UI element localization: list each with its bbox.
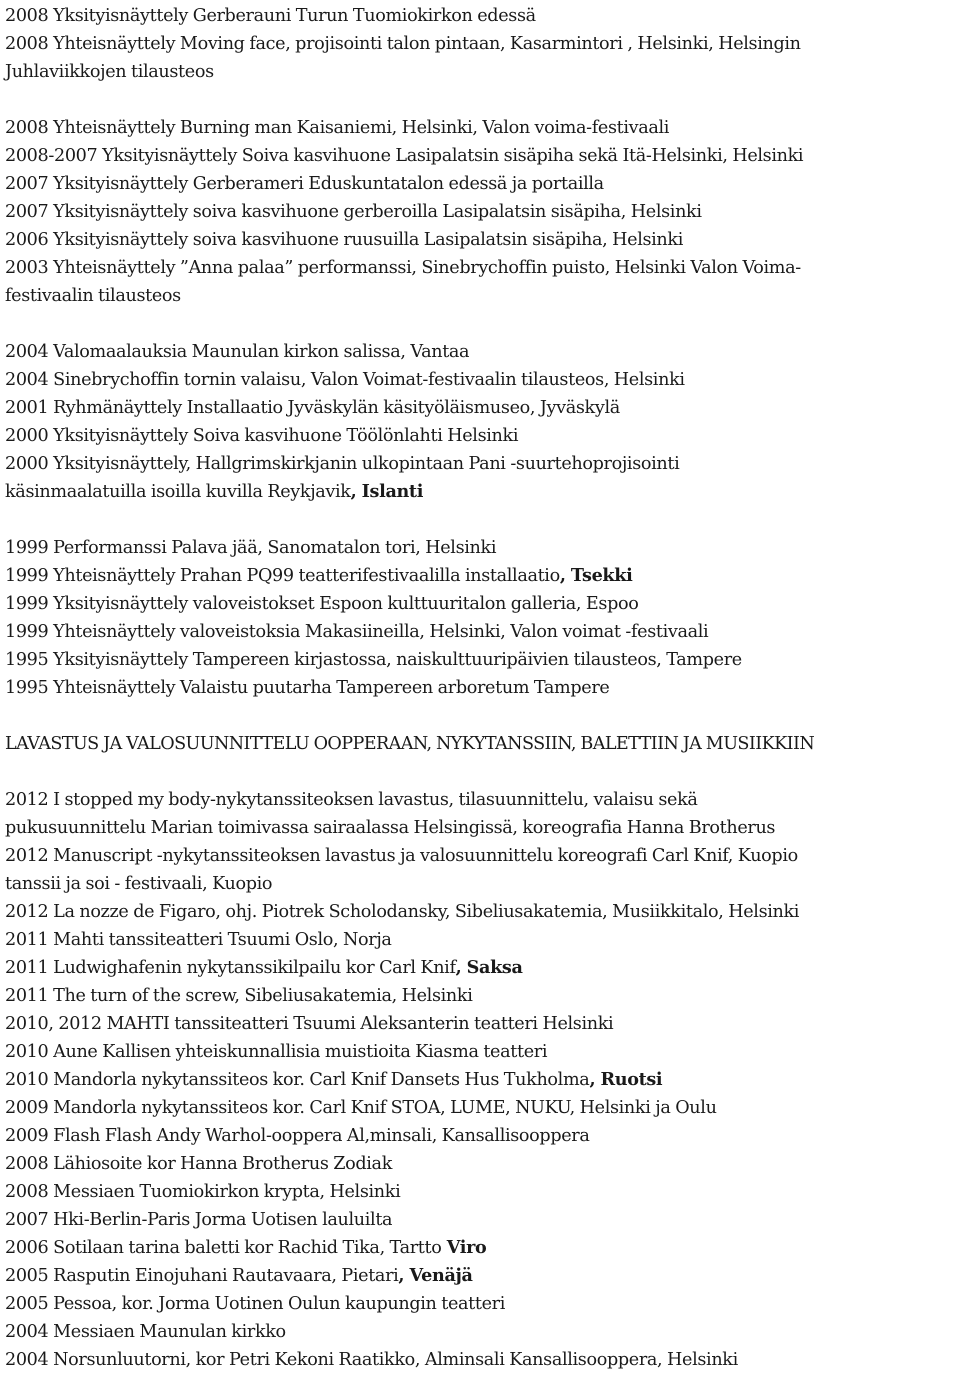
blank-line bbox=[5, 702, 956, 730]
line-text: 2006 Sotilaan tarina baletti kor Rachid Tika, Tartto bbox=[5, 1238, 442, 1258]
line-text: 2004 Messiaen Maunulan kirkko bbox=[5, 1322, 286, 1342]
text-line bbox=[5, 1122, 956, 1150]
text-line bbox=[5, 1038, 956, 1066]
text-line bbox=[5, 450, 956, 478]
text-line bbox=[5, 786, 956, 814]
text-line bbox=[5, 394, 956, 422]
line-text: käsinmaalatuilla isoilla kuvilla Reykjavik bbox=[5, 482, 351, 502]
line-text: 1999 Yhteisnäyttely Prahan PQ99 teatterifestivaalilla installaatio bbox=[5, 566, 560, 586]
line-bold-text: , Saksa bbox=[455, 957, 523, 978]
line-text: tanssii ja soi - festivaali, Kuopio bbox=[5, 874, 273, 894]
blank-line bbox=[5, 506, 956, 534]
text-line bbox=[5, 954, 956, 982]
blank-line bbox=[5, 310, 956, 338]
text-line bbox=[5, 254, 956, 282]
blank-line bbox=[5, 758, 956, 786]
text-line bbox=[5, 1262, 956, 1290]
line-bold-text: , Ruotsi bbox=[589, 1069, 663, 1090]
section-heading bbox=[5, 730, 956, 758]
text-line bbox=[5, 30, 956, 58]
line-text: LAVASTUS JA VALOSUUNNITTELU OOPPERAAN, NYKYTANSSIIN, BALETTIIN JA MUSIIKKIIN bbox=[5, 734, 815, 754]
line-text: festivaalin tilausteos bbox=[5, 286, 181, 306]
line-text: 1999 Performanssi Palava jää, Sanomatalon tori, Helsinki bbox=[5, 538, 497, 558]
line-text: 2005 Rasputin Einojuhani Rautavaara, Pietari bbox=[5, 1266, 399, 1286]
line-text: 2011 The turn of the screw, Sibeliusakatemia, Helsinki bbox=[5, 986, 473, 1006]
line-text: 2007 Hki-Berlin-Paris Jorma Uotisen lauluilta bbox=[5, 1210, 393, 1230]
line-text: 2011 Ludwighafenin nykytanssikilpailu kor Carl Knif bbox=[5, 958, 456, 978]
text-line bbox=[5, 562, 956, 590]
text-line bbox=[5, 1234, 956, 1262]
line-text: 2008 Yhteisnäyttely Burning man Kaisaniemi, Helsinki, Valon voima-festivaali bbox=[5, 118, 670, 138]
line-text: 2000 Yksityisnäyttely Soiva kasvihuone Töölönlahti Helsinki bbox=[5, 426, 519, 446]
text-line bbox=[5, 338, 956, 366]
text-line bbox=[5, 58, 956, 86]
line-text: 2008 Yksityisnäyttely Gerberauni Turun Tuomiokirkon edessä bbox=[5, 6, 536, 26]
line-text: 1999 Yhteisnäyttely valoveistoksia Makasiineilla, Helsinki, Valon voimat -festivaali bbox=[5, 622, 709, 642]
text-line bbox=[5, 1066, 956, 1094]
line-text: 1995 Yhteisnäyttely Valaistu puutarha Tampereen arboretum Tampere bbox=[5, 678, 610, 698]
line-text: 2006 Yksityisnäyttely soiva kasvihuone ruusuilla Lasipalatsin sisäpiha, Helsinki bbox=[5, 230, 684, 250]
text-line bbox=[5, 590, 956, 618]
line-text: 2008 Lähiosoite kor Hanna Brotherus Zodiak bbox=[5, 1154, 393, 1174]
text-line bbox=[5, 1206, 956, 1234]
line-text: 2009 Flash Flash Andy Warhol-ooppera Al,minsali, Kansallisooppera bbox=[5, 1126, 590, 1146]
line-text: 2010, 2012 MAHTI tanssiteatteri Tsuumi Aleksanterin teatteri Helsinki bbox=[5, 1014, 614, 1034]
text-line bbox=[5, 842, 956, 870]
text-line bbox=[5, 814, 956, 842]
line-text: 2003 Yhteisnäyttely ”Anna palaa” performanssi, Sinebrychoffin puisto, Helsinki Valon Voima- bbox=[5, 258, 801, 278]
line-bold-text: Viro bbox=[441, 1237, 487, 1258]
text-line bbox=[5, 2, 956, 30]
line-text: 2008 Yhteisnäyttely Moving face, projisointi talon pintaan, Kasarmintori , Helsinki, Helsingin bbox=[5, 34, 801, 54]
line-text: 2008-2007 Yksityisnäyttely Soiva kasvihuone Lasipalatsin sisäpiha sekä Itä-Helsinki, Helsinki bbox=[5, 146, 804, 166]
line-text: 2004 Valomaalauksia Maunulan kirkon salissa, Vantaa bbox=[5, 342, 470, 362]
text-line bbox=[5, 1010, 956, 1038]
text-line bbox=[5, 646, 956, 674]
line-text: 2012 La nozze de Figaro, ohj. Piotrek Scholodansky, Sibeliusakatemia, Musiikkitalo, Helsinki bbox=[5, 902, 800, 922]
line-bold-text: , Tsekki bbox=[559, 565, 633, 586]
line-text: 2012 Manuscript -nykytanssiteoksen lavastus ja valosuunnittelu koreografi Carl Knif, Kuopio bbox=[5, 846, 798, 866]
line-text: 2007 Yksityisnäyttely Gerberameri Eduskuntatalon edessä ja portailla bbox=[5, 174, 604, 194]
line-text: 1999 Yksityisnäyttely valoveistokset Espoon kulttuuritalon galleria, Espoo bbox=[5, 594, 639, 614]
text-line bbox=[5, 422, 956, 450]
text-line bbox=[5, 534, 956, 562]
text-line bbox=[5, 618, 956, 646]
line-text: 2000 Yksityisnäyttely, Hallgrimskirkjanin ulkopintaan Pani -suurtehoprojisointi bbox=[5, 454, 680, 474]
line-text: 2010 Mandorla nykytanssiteos kor. Carl Knif Dansets Hus Tukholma bbox=[5, 1070, 590, 1090]
line-text: 2010 Aune Kallisen yhteiskunnallisia muistioita Kiasma teatteri bbox=[5, 1042, 548, 1062]
line-text: 2004 Sinebrychoffin tornin valaisu, Valon Voimat-festivaalin tilausteos, Helsinki bbox=[5, 370, 685, 390]
text-line bbox=[5, 674, 956, 702]
line-bold-text: , Venäjä bbox=[398, 1265, 473, 1286]
line-text: Juhlaviikkojen tilausteos bbox=[5, 62, 214, 82]
text-line bbox=[5, 1178, 956, 1206]
text-line bbox=[5, 282, 956, 310]
text-line bbox=[5, 170, 956, 198]
text-line bbox=[5, 982, 956, 1010]
line-text: pukusuunnittelu Marian toimivassa sairaalassa Helsingissä, koreografia Hanna Brotherus bbox=[5, 818, 776, 838]
line-text: 2004 Norsunluutorni, kor Petri Kekoni Raatikko, Alminsali Kansallisooppera, Helsinki bbox=[5, 1350, 738, 1370]
text-line bbox=[5, 114, 956, 142]
text-line bbox=[5, 478, 956, 506]
text-line bbox=[5, 142, 956, 170]
text-line bbox=[5, 1318, 956, 1346]
text-line bbox=[5, 898, 956, 926]
line-text: 2005 Pessoa, kor. Jorma Uotinen Oulun kaupungin teatteri bbox=[5, 1294, 505, 1314]
line-text: 2008 Messiaen Tuomiokirkon krypta, Helsinki bbox=[5, 1182, 401, 1202]
line-text: 2001 Ryhmänäyttely Installaatio Jyväskylän käsityöläismuseo, Jyväskylä bbox=[5, 398, 620, 418]
text-line bbox=[5, 366, 956, 394]
line-text: 1995 Yksityisnäyttely Tampereen kirjastossa, naiskulttuuripäivien tilausteos, Tampere bbox=[5, 650, 742, 670]
line-text: 2009 Mandorla nykytanssiteos kor. Carl Knif STOA, LUME, NUKU, Helsinki ja Oulu bbox=[5, 1098, 717, 1118]
text-line bbox=[5, 198, 956, 226]
line-bold-text: , Islanti bbox=[350, 481, 424, 502]
text-line bbox=[5, 1346, 956, 1374]
text-line bbox=[5, 1094, 956, 1122]
line-text: 2007 Yksityisnäyttely soiva kasvihuone gerberoilla Lasipalatsin sisäpiha, Helsinki bbox=[5, 202, 702, 222]
line-text: 2012 I stopped my body-nykytanssiteoksen lavastus, tilasuunnittelu, valaisu sekä bbox=[5, 790, 698, 810]
text-line bbox=[5, 1150, 956, 1178]
text-line bbox=[5, 870, 956, 898]
blank-line bbox=[5, 86, 956, 114]
text-line bbox=[5, 926, 956, 954]
text-line bbox=[5, 1290, 956, 1318]
text-line bbox=[5, 226, 956, 254]
line-text: 2011 Mahti tanssiteatteri Tsuumi Oslo, Norja bbox=[5, 930, 392, 950]
